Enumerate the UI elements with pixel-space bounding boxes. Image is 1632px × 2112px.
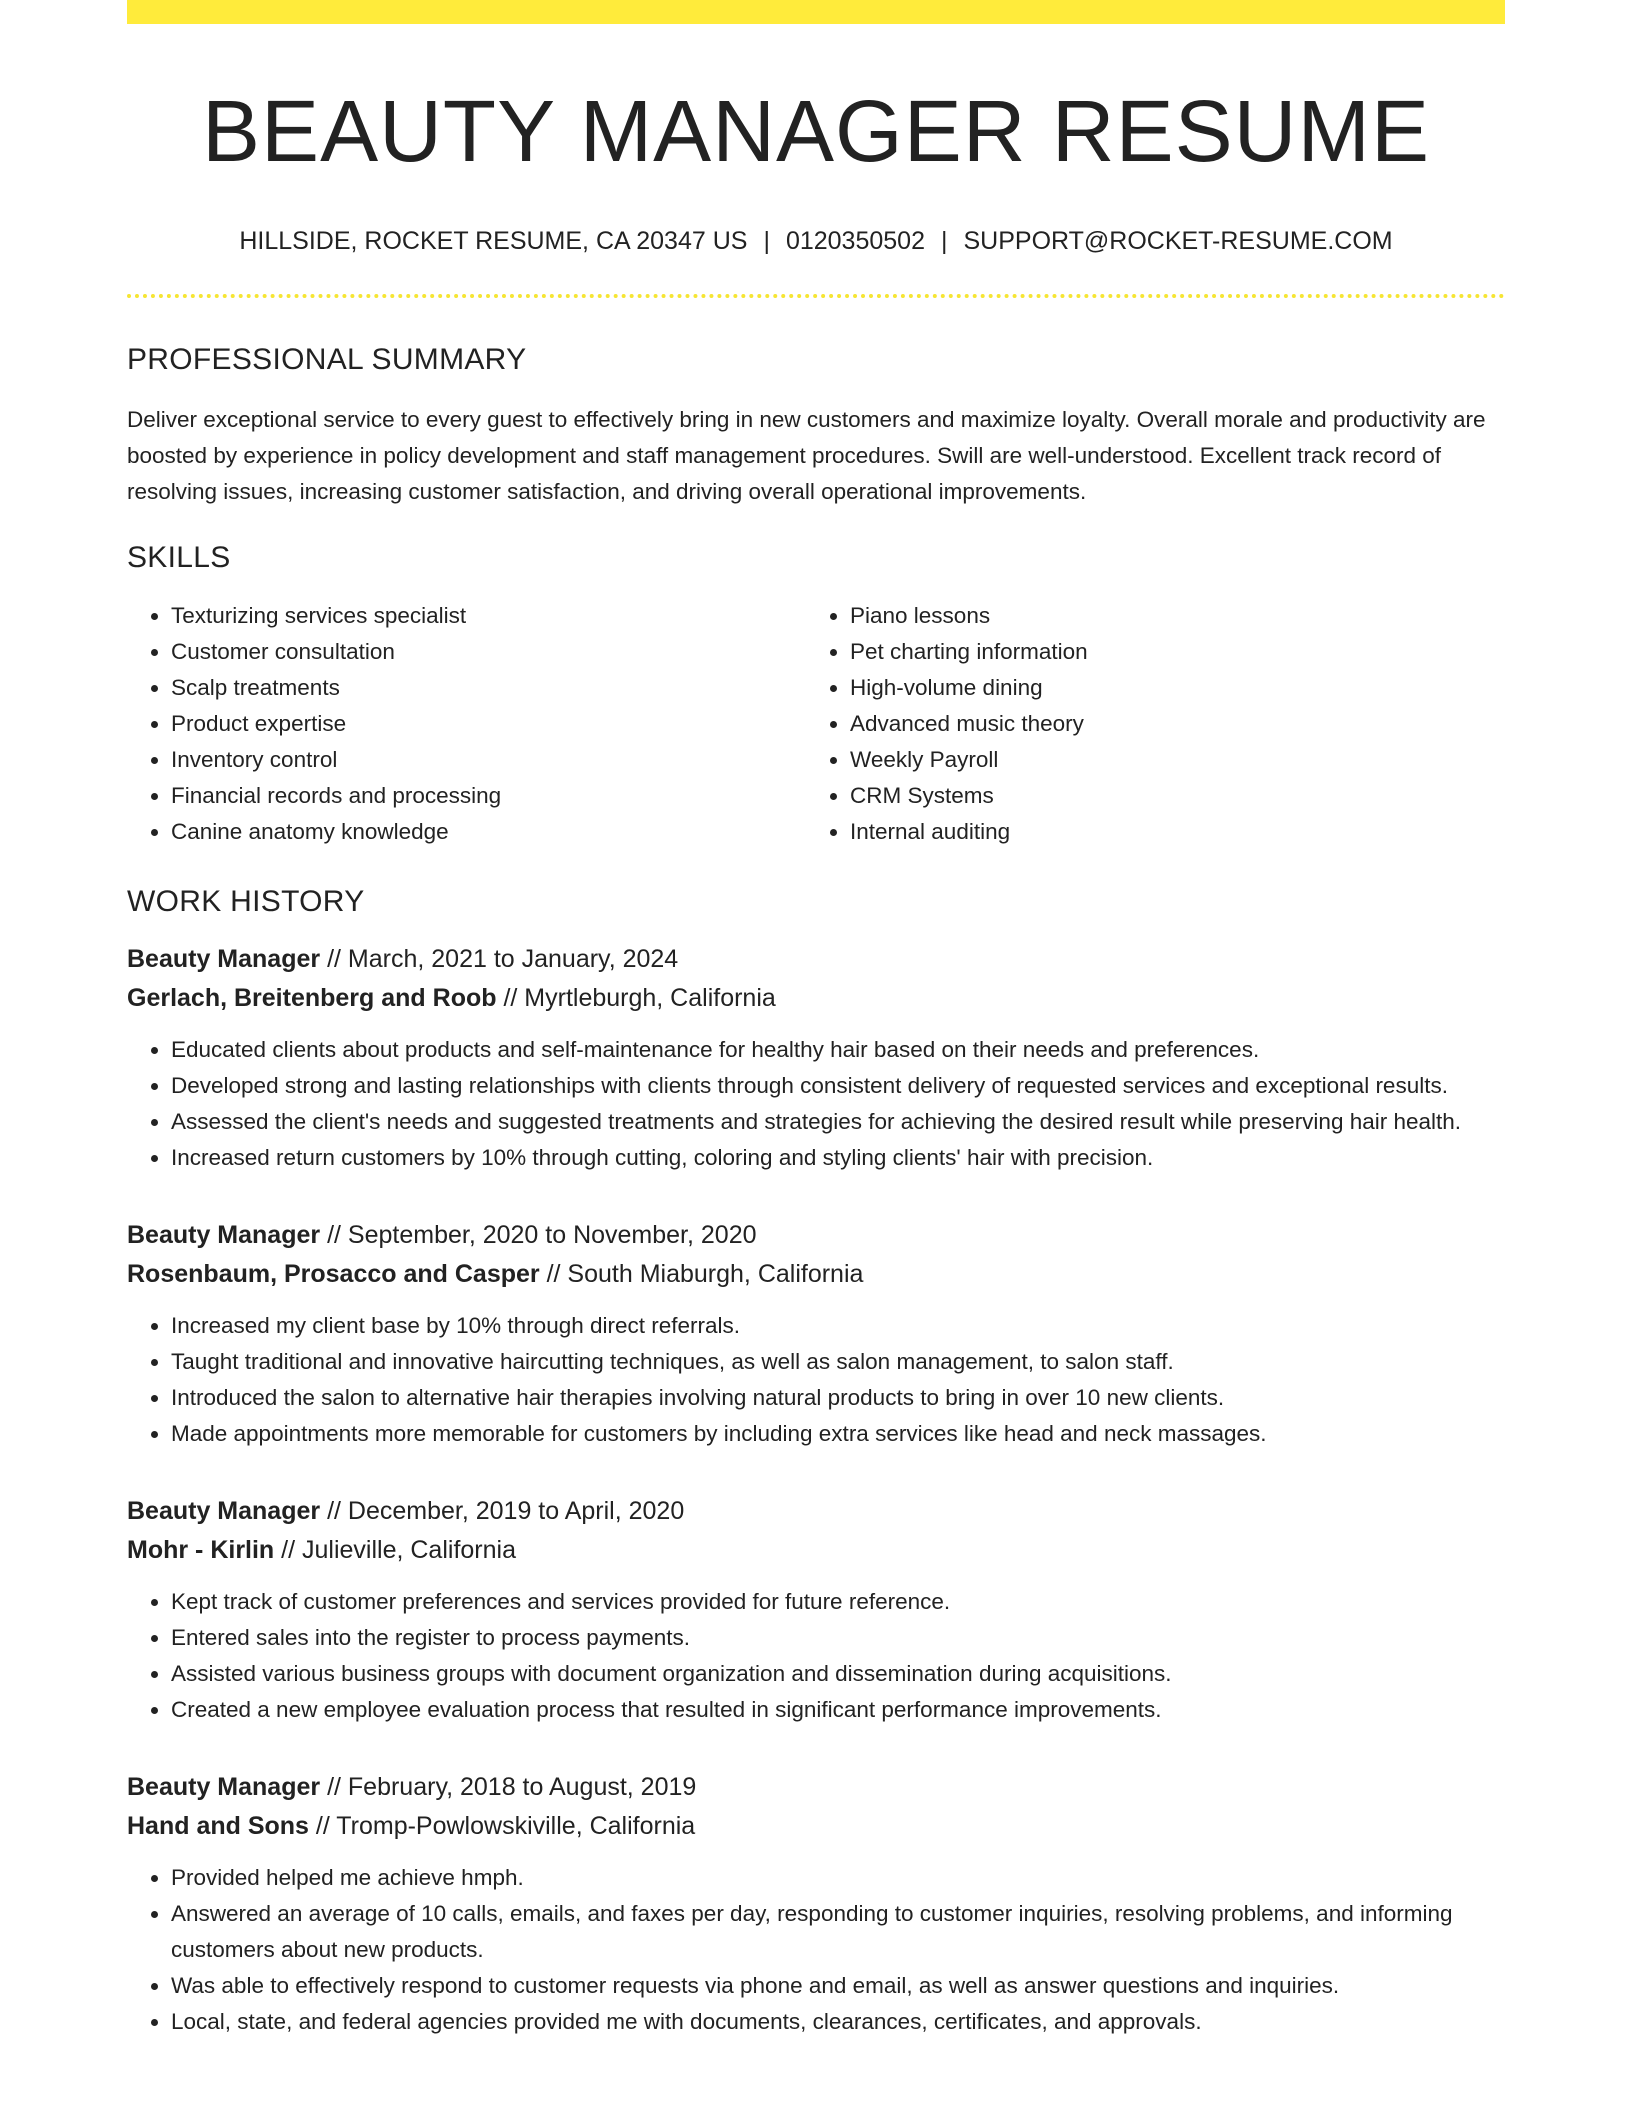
contact-line	[127, 226, 1505, 256]
job-location: // South Miaburgh, California	[539, 1259, 864, 1288]
job-role-line	[127, 1216, 1505, 1255]
contact-address: HILLSIDE, ROCKET RESUME, CA 20347 US	[239, 226, 748, 255]
contact-phone: 0120350502	[785, 226, 925, 255]
job-company: Hand and Sons	[127, 1811, 309, 1840]
job-location: // Tromp-Powlowskiville, California	[308, 1811, 696, 1840]
skills-grid	[127, 598, 1505, 850]
job-bullet: • Made appointments more memorable for customers by including extra services like head and neck massages.	[171, 1416, 1505, 1452]
job-bullet: • Assisted various business groups with document organization and dissemination during acquisitions.	[171, 1656, 1505, 1692]
job-bullet-list	[127, 1860, 1505, 2040]
job-role-line	[127, 940, 1505, 979]
skill-item: • CRM Systems	[850, 778, 1485, 814]
job-bullet: • Created a new employee evaluation process that resulted in significant performance improvements.	[171, 1692, 1505, 1728]
skill-item: • Pet charting information	[850, 634, 1485, 670]
job-role: Beauty Manager	[127, 944, 321, 973]
job-bullet: • Answered an average of 10 calls, emails, and faxes per day, responding to customer inquiries, resolving problems, and informing customers about new products.	[171, 1896, 1505, 1968]
job-bullet: • Provided helped me achieve hmph.	[171, 1860, 1505, 1896]
skills-list-left	[127, 598, 806, 850]
job-company: Rosenbaum, Prosacco and Casper	[127, 1259, 540, 1288]
skills-heading: SKILLS	[127, 540, 231, 574]
job-bullet: • Developed strong and lasting relationships with clients through consistent delivery of requested services and exceptional results.	[171, 1068, 1505, 1104]
job-company-line	[127, 1531, 1505, 1570]
job-company-line	[127, 1255, 1505, 1294]
job-dates: // February, 2018 to August, 2019	[320, 1772, 697, 1801]
job-role: Beauty Manager	[127, 1220, 321, 1249]
job-bullet: • Educated clients about products and self-maintenance for healthy hair based on their needs and preferences.	[171, 1032, 1505, 1068]
dotted-divider	[127, 294, 1505, 298]
job-entry	[127, 1768, 1505, 2040]
skill-item: • Texturizing services specialist	[171, 598, 806, 634]
skill-item: • Financial records and processing	[171, 778, 806, 814]
contact-separator: |	[763, 226, 770, 255]
job-company: Mohr - Kirlin	[127, 1535, 275, 1564]
resume-title: BEAUTY MANAGER RESUME	[202, 83, 1430, 180]
job-role: Beauty Manager	[127, 1496, 321, 1525]
skill-item: • Customer consultation	[171, 634, 806, 670]
summary-text: Deliver exceptional service to every guest to effectively bring in new customers and maximize loyalty. Overall morale and productivity are boosted by experience in policy development and staff management procedures. Swill are well-understood. Excellent track record of resolving issues, increasing customer satisfaction, and driving overall operational improvements.	[127, 406, 1486, 504]
summary-heading: PROFESSIONAL SUMMARY	[127, 342, 527, 376]
skill-item: • Internal auditing	[850, 814, 1485, 850]
job-bullet-list	[127, 1584, 1505, 1728]
job-bullet: • Kept track of customer preferences and services provided for future reference.	[171, 1584, 1505, 1620]
job-company-line	[127, 1807, 1505, 1846]
job-dates: // March, 2021 to January, 2024	[320, 944, 679, 973]
job-bullet-list	[127, 1032, 1505, 1176]
job-role-line	[127, 1768, 1505, 1807]
job-role-line	[127, 1492, 1505, 1531]
skill-item: • Scalp treatments	[171, 670, 806, 706]
job-entry	[127, 940, 1505, 1176]
job-bullet: • Entered sales into the register to process payments.	[171, 1620, 1505, 1656]
job-bullet: • Increased my client base by 10% through direct referrals.	[171, 1308, 1505, 1344]
job-bullet: • Taught traditional and innovative haircutting techniques, as well as salon management, to salon staff.	[171, 1344, 1505, 1380]
job-location: // Myrtleburgh, California	[496, 983, 776, 1012]
job-bullet: • Was able to effectively respond to customer requests via phone and email, as well as answer questions and inquiries.	[171, 1968, 1505, 2004]
job-bullet: • Increased return customers by 10% through cutting, coloring and styling clients' hair with precision.	[171, 1140, 1505, 1176]
job-entry	[127, 1216, 1505, 1452]
contact-separator: |	[940, 226, 948, 255]
skill-item: • Canine anatomy knowledge	[171, 814, 806, 850]
skill-item: • Product expertise	[171, 706, 806, 742]
job-location: // Julieville, California	[274, 1535, 516, 1564]
contact-email: SUPPORT@ROCKET-RESUME.COM	[963, 226, 1393, 255]
job-company: Gerlach, Breitenberg and Roob	[127, 983, 497, 1012]
skill-item: • Inventory control	[171, 742, 806, 778]
skill-item: • Advanced music theory	[850, 706, 1485, 742]
job-bullet: • Introduced the salon to alternative hair therapies involving natural products to bring in over 10 new clients.	[171, 1380, 1505, 1416]
skill-item: • Piano lessons	[850, 598, 1485, 634]
resume-page	[127, 0, 1505, 2040]
job-dates: // December, 2019 to April, 2020	[320, 1496, 685, 1525]
job-bullet: • Assessed the client's needs and suggested treatments and strategies for achieving the desired result while preserving hair health.	[171, 1104, 1505, 1140]
job-company-line	[127, 979, 1505, 1018]
skills-list-right	[806, 598, 1485, 850]
job-bullet-list	[127, 1308, 1505, 1452]
accent-top-bar	[127, 0, 1505, 24]
skill-item: • Weekly Payroll	[850, 742, 1485, 778]
job-bullet: • Local, state, and federal agencies provided me with documents, clearances, certificates, and approvals.	[171, 2004, 1505, 2040]
skill-item: • High-volume dining	[850, 670, 1485, 706]
job-dates: // September, 2020 to November, 2020	[320, 1220, 757, 1249]
work-history-heading: WORK HISTORY	[127, 884, 365, 918]
job-entry	[127, 1492, 1505, 1728]
job-role: Beauty Manager	[127, 1772, 321, 1801]
